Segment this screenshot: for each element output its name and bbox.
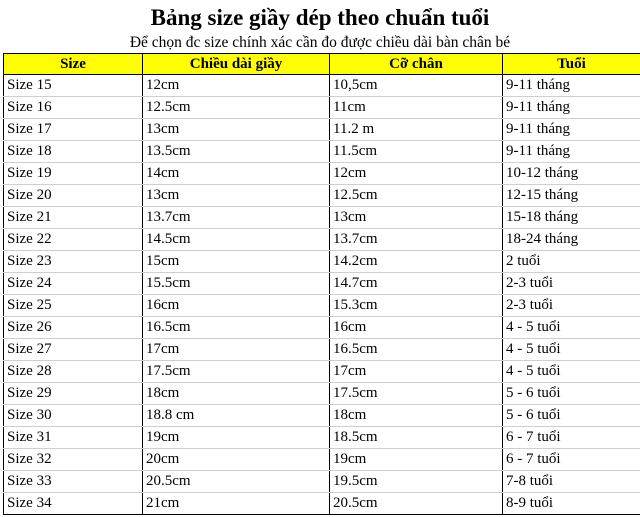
table-row [4, 493, 640, 515]
foot-size-cell: 20.5cm [330, 493, 503, 515]
age-cell: 2-3 tuổi [503, 273, 640, 295]
age-cell: 2-3 tuổi [503, 295, 640, 317]
table-header-row [4, 54, 640, 75]
table-row [4, 361, 640, 383]
age-cell: 12-15 tháng [503, 185, 640, 207]
size-cell: Size 22 [4, 229, 143, 251]
shoe-length-cell: 21cm [143, 493, 330, 515]
age-cell: 18-24 tháng [503, 229, 640, 251]
size-cell: Size 33 [4, 471, 143, 493]
shoe-length-cell: 16.5cm [143, 317, 330, 339]
foot-size-cell: 10,5cm [330, 75, 503, 97]
size-cell: Size 17 [4, 119, 143, 141]
foot-size-cell: 14.2cm [330, 251, 503, 273]
size-table [3, 53, 640, 515]
age-cell: 8-9 tuổi [503, 493, 640, 515]
foot-size-cell: 15.3cm [330, 295, 503, 317]
table-row [4, 449, 640, 471]
page-subtitle: Để chọn đc size chính xác cần đo được chiều dài bàn chân bé [129, 34, 511, 51]
size-cell: Size 30 [4, 405, 143, 427]
header-age: Tuổi [503, 54, 640, 75]
table-row [4, 229, 640, 251]
size-cell: Size 20 [4, 185, 143, 207]
size-cell: Size 32 [4, 449, 143, 471]
foot-size-cell: 18.5cm [330, 427, 503, 449]
shoe-length-cell: 18.8 cm [143, 405, 330, 427]
size-cell: Size 19 [4, 163, 143, 185]
header-foot-size: Cỡ chân [330, 54, 503, 75]
foot-size-cell: 18cm [330, 405, 503, 427]
age-cell: 5 - 6 tuổi [503, 405, 640, 427]
table-row [4, 273, 640, 295]
size-cell: Size 34 [4, 493, 143, 515]
shoe-length-cell: 14cm [143, 163, 330, 185]
age-cell: 4 - 5 tuổi [503, 317, 640, 339]
table-row [4, 207, 640, 229]
foot-size-cell: 16.5cm [330, 339, 503, 361]
shoe-length-cell: 20cm [143, 449, 330, 471]
size-cell: Size 28 [4, 361, 143, 383]
shoe-length-cell: 13cm [143, 185, 330, 207]
shoe-length-cell: 15.5cm [143, 273, 330, 295]
size-cell: Size 23 [4, 251, 143, 273]
foot-size-cell: 17cm [330, 361, 503, 383]
shoe-length-cell: 19cm [143, 427, 330, 449]
foot-size-cell: 11.5cm [330, 141, 503, 163]
foot-size-cell: 12.5cm [330, 185, 503, 207]
size-cell: Size 24 [4, 273, 143, 295]
shoe-length-cell: 13.7cm [143, 207, 330, 229]
age-cell: 9-11 tháng [503, 75, 640, 97]
foot-size-cell: 13cm [330, 207, 503, 229]
table-row [4, 405, 640, 427]
table-row [4, 97, 640, 119]
table-row [4, 163, 640, 185]
age-cell: 9-11 tháng [503, 119, 640, 141]
size-cell: Size 26 [4, 317, 143, 339]
table-row [4, 317, 640, 339]
age-cell: 4 - 5 tuổi [503, 339, 640, 361]
foot-size-cell: 17.5cm [330, 383, 503, 405]
table-row [4, 383, 640, 405]
table-row [4, 471, 640, 493]
size-cell: Size 27 [4, 339, 143, 361]
table-row [4, 119, 640, 141]
size-cell: Size 21 [4, 207, 143, 229]
size-cell: Size 15 [4, 75, 143, 97]
age-cell: 6 - 7 tuổi [503, 427, 640, 449]
shoe-length-cell: 12cm [143, 75, 330, 97]
table-body [4, 75, 640, 515]
size-cell: Size 31 [4, 427, 143, 449]
age-cell: 9-11 tháng [503, 141, 640, 163]
shoe-length-cell: 16cm [143, 295, 330, 317]
header-size: Size [4, 54, 143, 75]
foot-size-cell: 14.7cm [330, 273, 503, 295]
shoe-length-cell: 12.5cm [143, 97, 330, 119]
table-row [4, 185, 640, 207]
shoe-length-cell: 13.5cm [143, 141, 330, 163]
foot-size-cell: 19.5cm [330, 471, 503, 493]
header-shoe-length: Chiều dài giầy [143, 54, 330, 75]
table-row [4, 339, 640, 361]
table-row [4, 75, 640, 97]
page-title: Bảng size giầy dép theo chuẩn tuổi [150, 5, 490, 30]
table-row [4, 251, 640, 273]
table-row [4, 295, 640, 317]
shoe-length-cell: 15cm [143, 251, 330, 273]
table-row [4, 141, 640, 163]
size-cell: Size 18 [4, 141, 143, 163]
age-cell: 2 tuổi [503, 251, 640, 273]
age-cell: 7-8 tuổi [503, 471, 640, 493]
shoe-length-cell: 17.5cm [143, 361, 330, 383]
foot-size-cell: 12cm [330, 163, 503, 185]
table-row [4, 427, 640, 449]
foot-size-cell: 16cm [330, 317, 503, 339]
shoe-length-cell: 13cm [143, 119, 330, 141]
age-cell: 9-11 tháng [503, 97, 640, 119]
foot-size-cell: 19cm [330, 449, 503, 471]
age-cell: 5 - 6 tuổi [503, 383, 640, 405]
shoe-length-cell: 14.5cm [143, 229, 330, 251]
shoe-length-cell: 20.5cm [143, 471, 330, 493]
age-cell: 15-18 tháng [503, 207, 640, 229]
foot-size-cell: 13.7cm [330, 229, 503, 251]
age-cell: 10-12 tháng [503, 163, 640, 185]
size-cell: Size 29 [4, 383, 143, 405]
size-cell: Size 25 [4, 295, 143, 317]
foot-size-cell: 11cm [330, 97, 503, 119]
foot-size-cell: 11.2 m [330, 119, 503, 141]
size-cell: Size 16 [4, 97, 143, 119]
age-cell: 6 - 7 tuổi [503, 449, 640, 471]
shoe-length-cell: 17cm [143, 339, 330, 361]
age-cell: 4 - 5 tuổi [503, 361, 640, 383]
shoe-length-cell: 18cm [143, 383, 330, 405]
